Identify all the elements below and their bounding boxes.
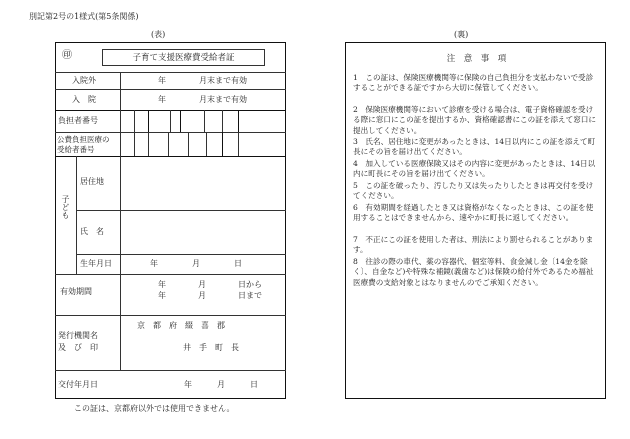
issuer-mayor: 井 手 町 長 [183, 343, 239, 352]
front-side-label: (表) [151, 30, 166, 39]
issuer-label-line2: 及 び 印 [58, 343, 98, 352]
digit-cell-line [204, 110, 205, 132]
validity-to-day: 日まで [238, 291, 262, 300]
card-title: 子育て支援医療費受給者証 [132, 53, 235, 63]
divider [76, 210, 286, 211]
notice-item: 8 往診の際の車代、薬の容器代、個室等料、食金減し金〔14金を除く〕、自金など)や特殊な補鏡(義歯など)は保険の給付外であるため福祉医療費の支給対象とはなりませんのでご承知ください。 [353, 257, 594, 287]
notice-item: 4 加入している医療保険又はその内容に変更があったときは、14日以内に町長にその旨を届け出てください。 [353, 159, 596, 179]
payer-number-label: 負担者番号 [58, 116, 98, 125]
birthdate-year: 年 [150, 259, 158, 268]
digit-cell-line [238, 132, 239, 156]
digit-cell-line [238, 110, 239, 132]
digit-cell-line [188, 132, 189, 156]
issue-date-month: 月 [217, 380, 225, 389]
notice-item: 6 有効期間を経過したとき又は資格がなくなったときは、この証を使用することはできませんから、速やかに町長に返してください。 [353, 203, 594, 223]
issuer-prefecture-county: 京 都 府 綴 喜 郡 [137, 321, 225, 330]
divider [55, 315, 286, 316]
issuer-label-line1: 発行機関名 [58, 331, 98, 340]
issue-date-label: 交付年月日 [58, 380, 98, 389]
validity-from-year: 年 [158, 280, 166, 289]
digit-cell-line [148, 132, 149, 156]
outpatient-label: 入院外 [72, 76, 96, 85]
issue-date-year: 年 [184, 380, 192, 389]
address-label: 居住地 [80, 177, 104, 186]
digit-cell-line [180, 110, 181, 132]
digit-cell-line [222, 110, 223, 132]
inpatient-year: 年 [158, 95, 166, 104]
recipient-number-label-line2: 受給者番号 [57, 145, 95, 154]
inpatient-valid-suffix: 月末まで有効 [199, 95, 247, 104]
number-symbol: ㊞ [62, 50, 72, 61]
back-card [345, 42, 606, 399]
validity-from-month: 月 [198, 280, 206, 289]
issue-date-day: 日 [250, 380, 258, 389]
digit-cell-line [134, 132, 135, 156]
form-label: 別記第2号の1様式(第5条関係) [29, 12, 139, 21]
divider [55, 274, 286, 275]
validity-label: 有効期間 [60, 287, 92, 296]
divider [55, 89, 286, 90]
child-group-divider [76, 156, 77, 274]
child-group-label: 子ども [61, 195, 70, 219]
birthdate-label: 生年月日 [80, 259, 112, 268]
digit-cell-line [168, 132, 169, 156]
notice-title: 注 意 事 項 [446, 54, 507, 64]
outpatient-valid-suffix: 月末まで有効 [199, 76, 247, 85]
recipient-number-label-line1: 公費負担医療の [57, 135, 110, 144]
validity-to-month: 月 [198, 291, 206, 300]
divider [76, 254, 286, 255]
digit-cell-line [134, 110, 135, 132]
outpatient-year: 年 [158, 76, 166, 85]
digit-cell-line [206, 132, 207, 156]
digit-cell-line [148, 110, 149, 132]
inpatient-label: 入 院 [72, 95, 96, 104]
divider [55, 370, 286, 371]
notice-item: 1 この証は、保険医療機関等に保険の自己負担分を支払わないで受診することができる証ですから大切に保管してください。 [353, 73, 594, 93]
divider [55, 156, 286, 157]
birthdate-day: 日 [234, 259, 242, 268]
notice-item: 5 この証を破ったり、汚したり又は失ったりしたときは再交付を受けてください。 [353, 181, 594, 201]
label-column-divider [120, 72, 121, 370]
back-side-label: (裏) [454, 30, 469, 39]
notice-item: 2 保険医療機関等において診療を受ける場合は、電子資格確認を受ける際に窓口にこの証を提出するか、資格確認書にこの証を添えて窓口に提出してください。 [353, 105, 596, 135]
divider [55, 72, 286, 73]
digit-cell-line [170, 110, 171, 132]
name-label: 氏 名 [80, 227, 104, 236]
birthdate-month: 月 [192, 259, 200, 268]
digit-cell-line [222, 132, 223, 156]
validity-to-year: 年 [158, 291, 166, 300]
validity-from-day: 日から [238, 280, 262, 289]
notice-item: 3 氏名、居住地に変更があったときは、14日以内にこの証を添えて町長にその旨を届け出てください。 [353, 137, 596, 157]
notice-item: 7 不正にこの証を使用した者は、刑法により罰せられることがあります。 [353, 235, 594, 255]
front-footnote: この証は、京都府以外では使用できません。 [74, 404, 235, 413]
divider [55, 132, 286, 133]
